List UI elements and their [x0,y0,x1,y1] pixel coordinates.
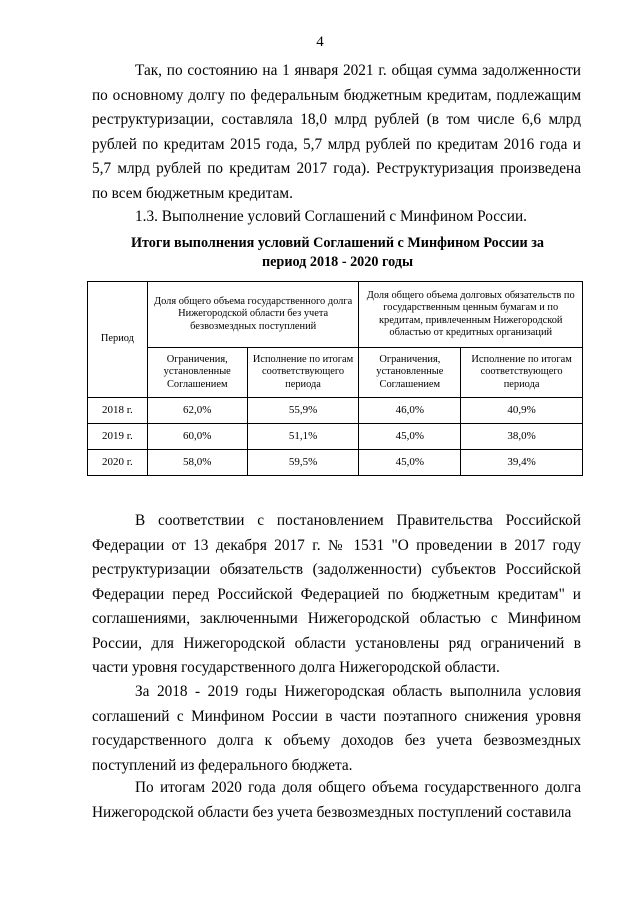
g2-exec-header: Исполнение по итогам соответствующего периода [461,348,583,398]
g1-limit-cell: 58,0% [147,450,247,476]
table-row [88,450,583,476]
page-number: 4 [316,34,324,50]
g2-limit-cell: 45,0% [359,424,461,450]
g2-exec-cell: 40,9% [461,398,583,424]
group1-header: Доля общего объема государственного долга Нижегородской области без учета безвозмездных поступлений [147,282,359,348]
table-row [88,424,583,450]
g1-exec-cell: 59,5% [247,450,359,476]
period-cell: 2019 г. [88,424,148,450]
period-header: Период [88,282,148,398]
table-header-row [88,282,583,348]
table-row [88,398,583,424]
section-heading-1-3: 1.3. Выполнение условий Соглашений с Минфином России. [135,208,528,225]
g2-limit-header: Ограничения, установленные Соглашением [359,348,461,398]
period-cell: 2018 г. [88,398,148,424]
g1-limit-cell: 62,0% [147,398,247,424]
g2-limit-cell: 45,0% [359,450,461,476]
table-title: Итоги выполнения условий Соглашений с Минфином России за период 2018 - 2020 годы [130,235,545,270]
paragraph-government-decree: В соответствии с постановлением Правительства Российской Федерации от 13 декабря 2017 г. № 1531 "О проведении в 2017 году реструктуризации обязательств (задолженности) субъектов Российской Федерации перед Российской Федерацией по бюджетным кредитам" и соглашениями, заключенными Нижегородской областью с Минфином России, для Нижегородской области установлены ряд ограничений в части уровня государственного долга Нижегородской области. [92,512,581,676]
paragraph-2018-2019-results: За 2018 - 2019 годы Нижегородская область выполнила условия соглашений с Минфином России в части поэтапного снижения уровня государственного долга к объему доходов без учета безвозмездных поступлений из федерального бюджета. [92,683,581,774]
g2-exec-cell: 38,0% [461,424,583,450]
g1-exec-cell: 55,9% [247,398,359,424]
g1-limit-header: Ограничения, установленные Соглашением [147,348,247,398]
table-subheader-row [88,348,583,398]
paragraph-restructuring-debt: Так, по состоянию на 1 января 2021 г. общая сумма задолженности по основному долгу по федеральным бюджетным кредитам, подлежащим реструктуризации, составляла 18,0 млрд рублей (в том числе 6,6 млрд рублей по кредитам 2015 года, 5,7 млрд рублей по кредитам 2016 года и 5,7 млрд рублей по кредитам 2017 года). Реструктуризация произведена по всем бюджетным кредитам. [92,62,581,202]
period-cell: 2020 г. [88,450,148,476]
g2-limit-cell: 46,0% [359,398,461,424]
results-table [87,281,583,476]
g1-exec-header: Исполнение по итогам соответствующего периода [247,348,359,398]
g1-limit-cell: 60,0% [147,424,247,450]
paragraph-2020-results: По итогам 2020 года доля общего объема государственного долга Нижегородской области без учета безвозмездных поступлений составила [92,779,581,821]
g2-exec-cell: 39,4% [461,450,583,476]
g1-exec-cell: 51,1% [247,424,359,450]
group2-header: Доля общего объема долговых обязательств по государственным ценным бумагам и по кредитам, привлеченным Нижегородской областью от кредитных организаций [359,282,583,348]
